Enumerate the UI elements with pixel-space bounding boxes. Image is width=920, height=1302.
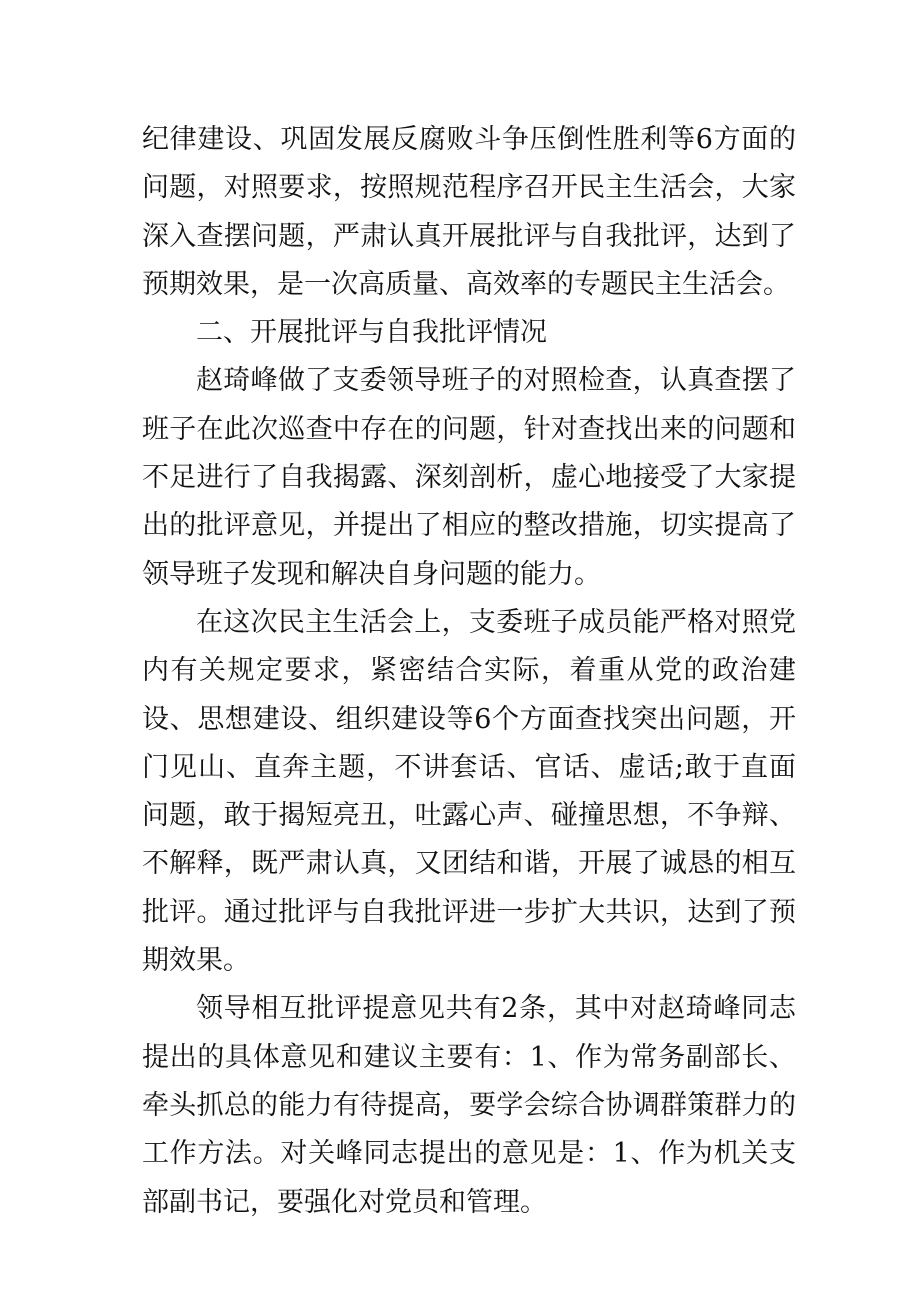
section-heading: 二、开展批评与自我批评情况: [196, 317, 547, 349]
paragraph-2: 赵琦峰做了支委领导班子的对照检查，认真查摆了班子在此次巡查中存在的问题，针对查找出来的问题和不足进行了自我揭露、深刻剖析，虚心地接受了大家提出的批评意见，并提出了相应的整改措施，切实提高了领导班子发现和解决自身问题的能力。: [142, 365, 796, 590]
paragraph-4: 领导相互批评提意见共有2条，其中对赵琦峰同志提出的具体意见和建议主要有：1、作为常务副部长、牵头抓总的能力有待提高，要学会综合协调群策群力的工作方法。对关峰同志提出的意见是：1、作为机关支部副书记，要强化对党员和管理。: [142, 993, 796, 1218]
document-body: [142, 116, 796, 1227]
paragraph-1: 纪律建设、巩固发展反腐败斗争压倒性胜利等6方面的问题，对照要求，按照规范程序召开民主生活会，大家深入查摆问题，严肃认真开展批评与自我批评，达到了预期效果，是一次高质量、高效率的专题民主生活会。: [142, 124, 796, 300]
paragraph-3: 在这次民主生活会上，支委班子成员能严格对照党内有关规定要求，紧密结合实际，着重从党的政治建设、思想建设、组织建设等6个方面查找突出问题，开门见山、直奔主题，不讲套话、官话、虚话;敢于直面问题，敢于揭短亮丑，吐露心声、碰撞思想，不争辩、不解释，既严肃认真，又团结和谐，开展了诚恳的相互批评。通过批评与自我批评进一步扩大共识，达到了预期效果。: [142, 606, 796, 977]
